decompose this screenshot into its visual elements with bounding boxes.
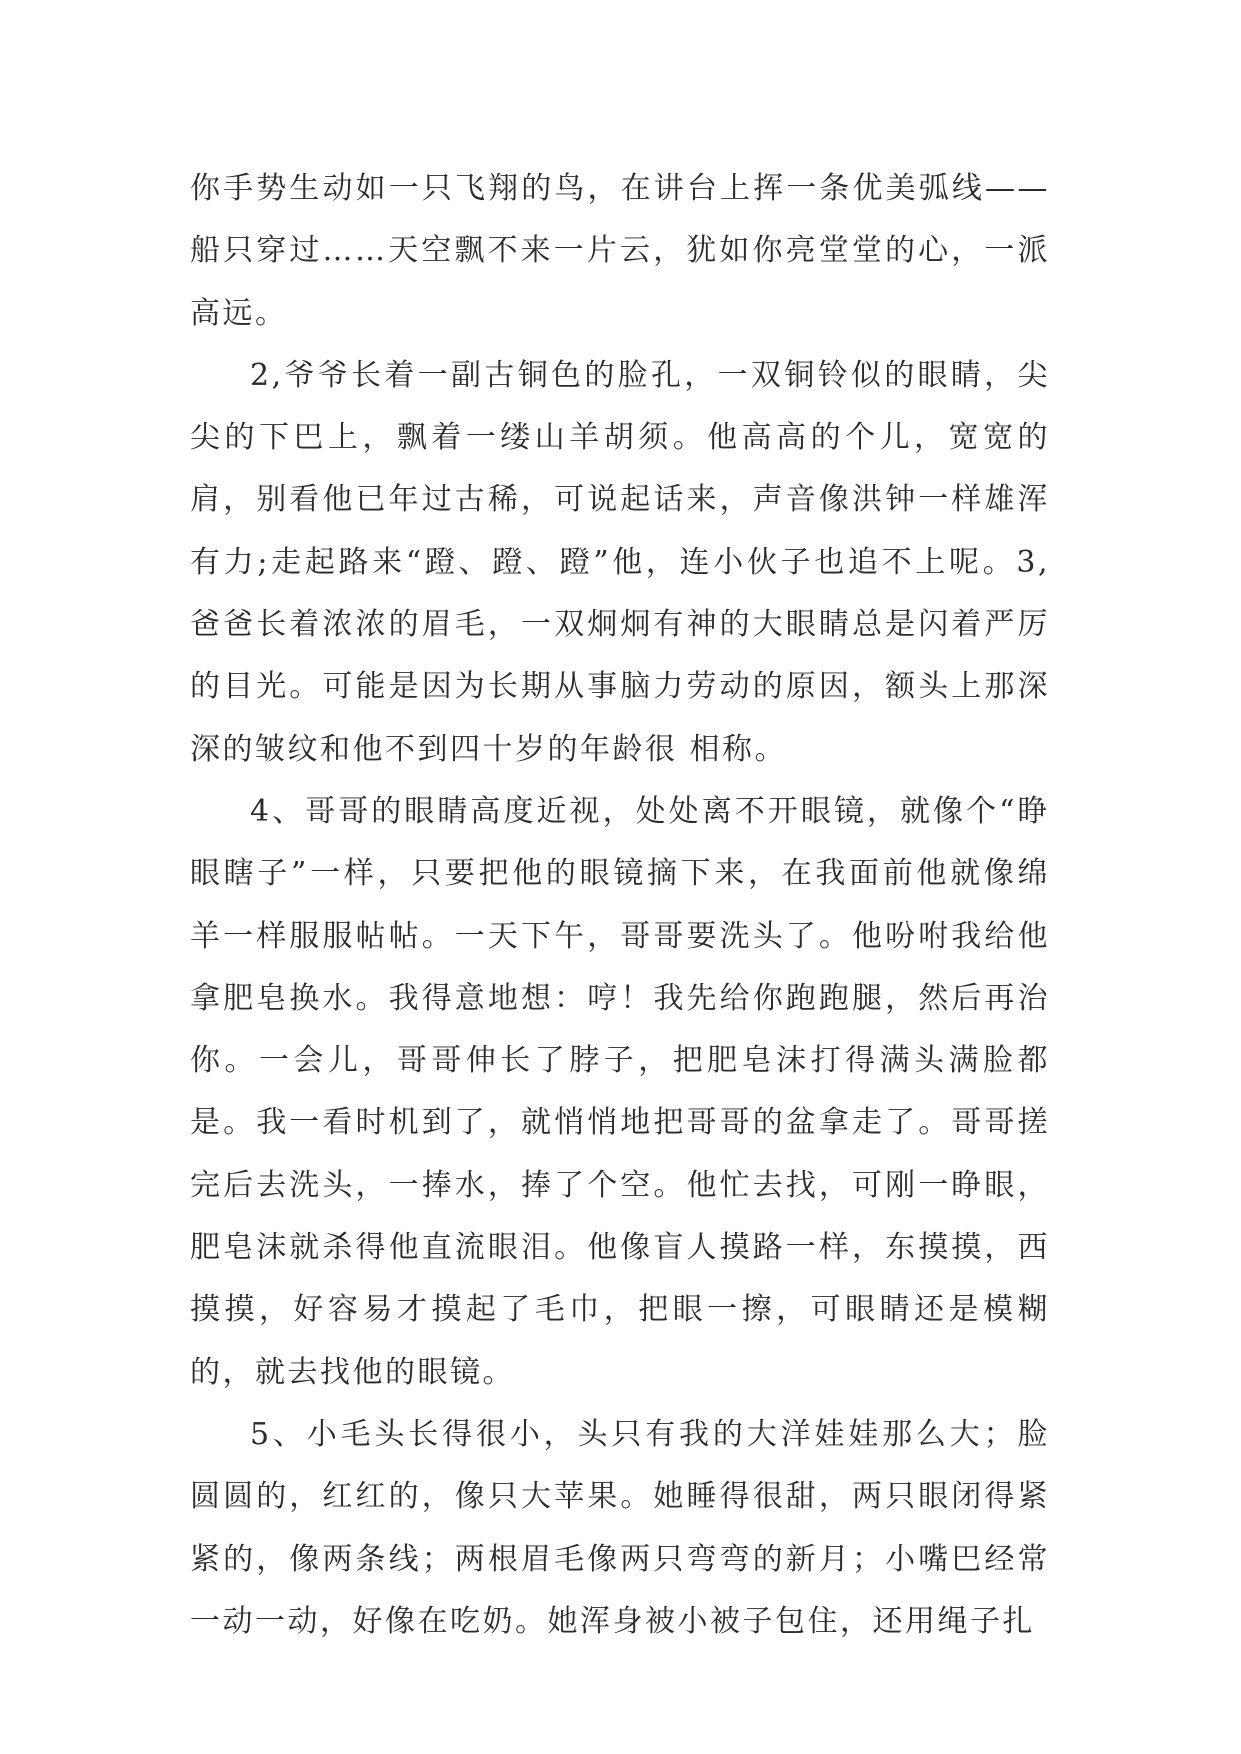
paragraph-4: 5、小毛头长得很小，头只有我的大洋娃娃那么大；脸圆圆的，红红的，像只大苹果。她睡得很甜，两只眼闭得紧紧的，像两条线；两根眉毛像两只弯弯的新月；小嘴巴经常一动一动，好像在吃奶。她浑身被小被子包住，还用绳子扎 (190, 1416, 1050, 1639)
document-body (190, 158, 1050, 1653)
paragraph-1: 你手势生动如一只飞翔的鸟，在讲台上挥一条优美弧线——船只穿过……天空飘不来一片云，犹如你亮堂堂的心，一派高远。 (190, 171, 1050, 331)
paragraph-3: 4、哥哥的眼睛高度近视，处处离不开眼镜，就像个“睁眼瞎子”一样，只要把他的眼镜摘下来，在我面前他就像绵羊一样服服帖帖。一天下午，哥哥要洗头了。他吩咐我给他拿肥皂换水。我得意地想：哼！我先给你跑跑腿，然后再治你。一会儿，哥哥伸长了脖子，把肥皂沫打得满头满脸都是。我一看时机到了，就悄悄地把哥哥的盆拿走了。哥哥搓完后去洗头，一捧水，捧了个空。他忙去找，可刚一睁眼，肥皂沫就杀得他直流眼泪。他像盲人摸路一样，东摸摸，西摸摸，好容易才摸起了毛巾，把眼一擦，可眼睛还是模糊的，就去找他的眼镜。 (190, 793, 1050, 1390)
paragraph-2: 2,爷爷长着一副古铜色的脸孔，一双铜铃似的眼睛，尖尖的下巴上，飘着一缕山羊胡须。他高高的个儿，宽宽的肩，别看他已年过古稀，可说起话来，声音像洪钟一样雄浑有力;走起路来“蹬、蹬、蹬”他，连小伙子也追不上呢。3,爸爸长着浓浓的眉毛，一双炯炯有神的大眼睛总是闪着严厉的目光。可能是因为长期从事脑力劳动的原因，额头上那深深的皱纹和他不到四十岁的年龄很 相称。 (190, 357, 1050, 767)
